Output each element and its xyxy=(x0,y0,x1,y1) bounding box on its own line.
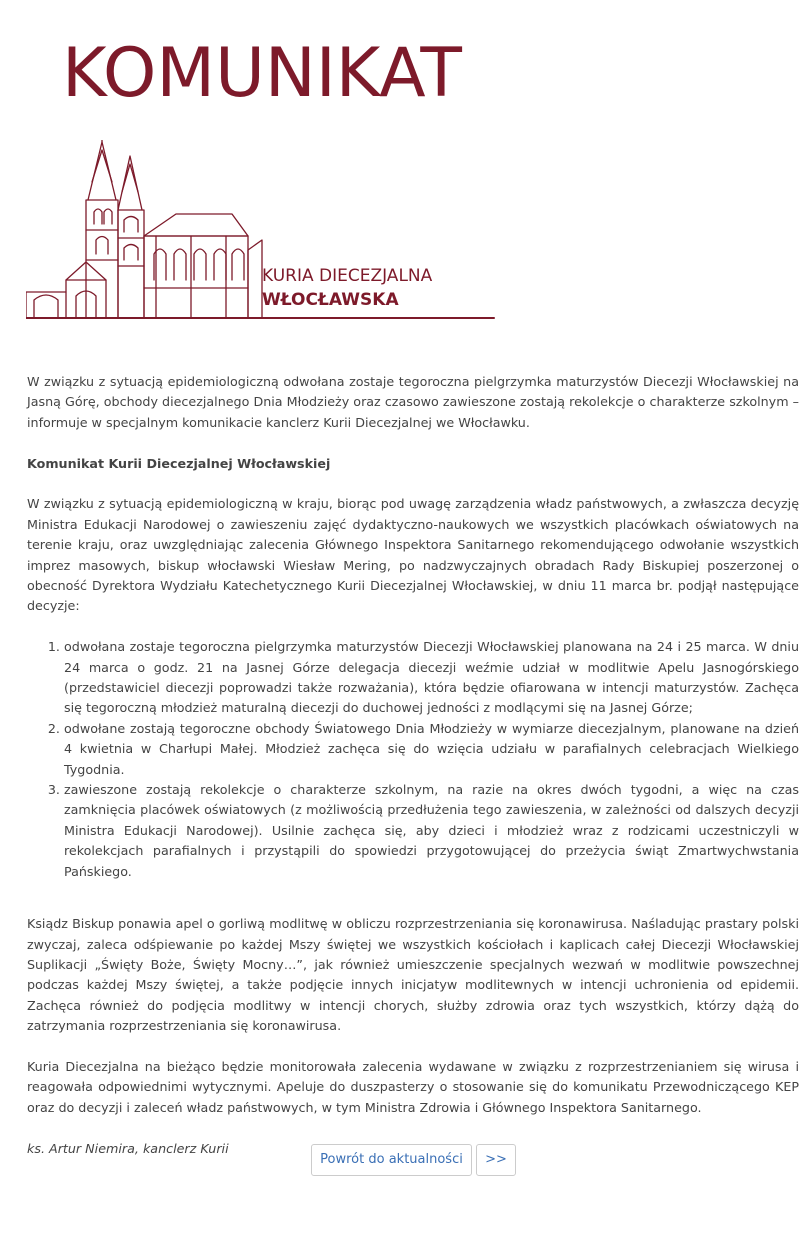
decisions-list xyxy=(27,637,799,882)
article-content xyxy=(27,372,799,1179)
komunikat-banner xyxy=(26,34,496,328)
organization-line-2: WŁOCŁAWSKA xyxy=(262,290,399,310)
article-paragraph-2: Ksiądz Biskup ponawia apel o gorliwą modlitwę w obliczu rozprzestrzeniania się koronawirusa. Naśladując prastary polski zwyczaj, zaleca odśpiewanie po każdej Mszy świętej we wszystkich kościołach i kaplicach całej Diecezji Włocławskiej Suplikacji „Święty Boże, Święty Mocny…”, jak również umieszczenie specjalnych wezwań w modlitwie powszechnej podczas każdej Mszy świętej, a także podjęcie innych inicjatyw modlitewnych w intencji uchronienia od epidemii. Zachęca również do podjęcia modlitwy w intencji chorych, służby zdrowia oraz tych wszystkich, którzy dążą do zatrzymania rozprzestrzeniania się koronawirusa. xyxy=(27,916,799,1034)
article-heading: Komunikat Kurii Diecezjalnej Włocławskiej xyxy=(27,455,331,471)
organization-line-1: KURIA DIECEZJALNA xyxy=(262,266,433,286)
article-intro: W związku z sytuacją epidemiologiczną odwołana zostaje tegoroczna pielgrzymka maturzystów Diecezji Włocławskiej na Jasną Górę, obchody diecezjalnego Dnia Młodzieży oraz czasowo zawieszone zostają rekolekcje o charakterze szkolnym – informuje w specjalnym komunikacie kanclerz Kurii Diecezjalnej we Włocławku. xyxy=(27,374,799,430)
back-to-news-button[interactable]: Powrót do aktualności xyxy=(311,1144,472,1176)
article-signature: ks. Artur Niemira, kanclerz Kurii xyxy=(27,1140,229,1156)
organization-name xyxy=(262,264,432,312)
list-item: 2. odwołane zostają tegoroczne obchody Światowego Dnia Młodzieży w wymiarze diecezjalnym, planowane na dzień 4 kwietnia w Charłupi Małej. Młodzież zachęca się do wzięcia udziału w parafialnych celebracjach Wielkiego Tygodnia. xyxy=(64,719,799,780)
next-article-button[interactable]: >> xyxy=(476,1144,516,1176)
list-item: 1. odwołana zostaje tegoroczna pielgrzymka maturzystów Diecezji Włocławskiej planowana na 24 i 25 marca. W dniu 24 marca o godz. 21 na Jasnej Górze delegacja diecezji weźmie udział w modlitwie Apelu Jasnogórskiego (przedstawiciel diecezji poprowadzi także rozważania), która będzie ofiarowana w intencji maturzystów. Zachęca się tegoroczną młodzież maturalną diecezji do duchowej jedności z modlącymi się na Jasnej Górze; xyxy=(64,637,799,719)
list-item: 3. zawieszone zostają rekolekcje o charakterze szkolnym, na razie na okres dwóch tygodni, a więc na czas zamknięcia placówek oświatowych (z możliwością przedłużenia tego zawieszenia, w zależności od dalszych decyzji Ministra Edukacji Narodowej). Usilnie zachęca się, aby dzieci i młodzież wraz z rodzicami uczestniczyli w rekolekcjach parafialnych i przystąpili do spowiedzi przygotowującej do przeżycia świąt Zmartwychwstania Pańskiego. xyxy=(64,780,799,882)
banner-title: KOMUNIKAT xyxy=(62,34,462,113)
article-paragraph-1: W związku z sytuacją epidemiologiczną w kraju, biorąc pod uwagę zarządzenia władz państwowych, a zwłaszcza decyzję Ministra Edukacji Narodowej o zawieszeniu zajęć dydaktyczno-naukowych we wszystkich placówkach oświatowych na terenie kraju, oraz uwzględniając zalecenia Głównego Inspektora Sanitarnego rekomendującego odwołanie wszystkich imprez masowych, biskup włocławski Wiesław Mering, po nadzwyczajnych obradach Rady Biskupiej poszerzonej o obecność Dyrektora Wydziału Katechetycznego Kurii Diecezjalnej Włocławskiej, w dniu 11 marca br. podjął następujące decyzje: xyxy=(27,496,799,614)
article-navigation xyxy=(311,1144,516,1176)
article-paragraph-3: Kuria Diecezjalna na bieżąco będzie monitorowała zalecenia wydawane w związku z rozprzestrzenianiem się wirusa i reagowała odpowiednimi wytycznymi. Apeluje do duszpasterzy o stosowanie się do komunikatu Przewodniczącego KEP oraz do decyzji i zaleceń władz państwowych, w tym Ministra Zdrowia i Głównego Inspektora Sanitarnego. xyxy=(27,1058,799,1115)
